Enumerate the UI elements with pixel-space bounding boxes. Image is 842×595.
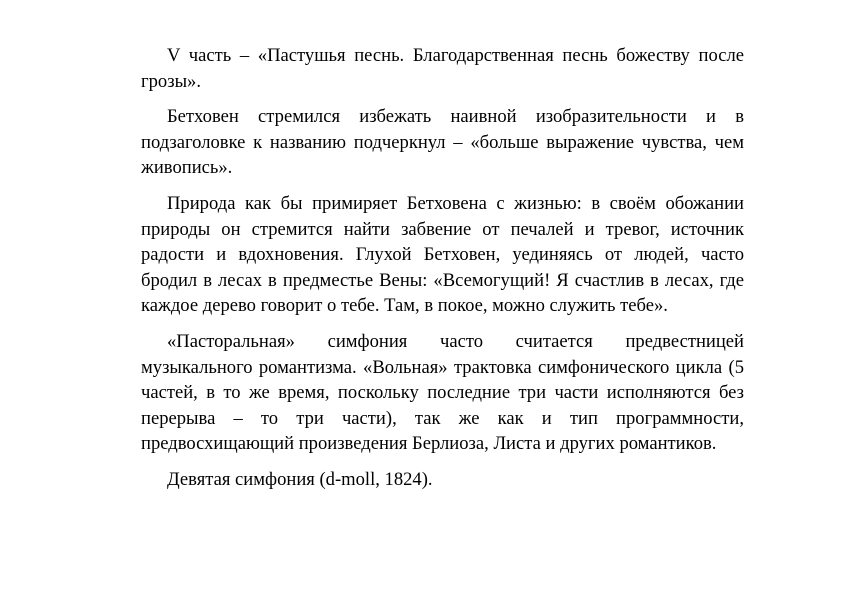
paragraph-nature: Природа как бы примиряет Бетховена с жизнью: в своём обожании природы он стремится найти забвение от печалей и тревог, источник радости и вдохновения. Глухой Бетховен, уединяясь от людей, часто бродил в лесах в предместье Вены: «Всемогущий! Я счастлив в лесах, где каждое дерево говорит о тебе. Там, в покое, можно служить тебе». — [141, 192, 744, 317]
paragraph-pastoral-romanticism: «Пасторальная» симфония часто считается предвестницей музыкального романтизма. «Вольная» трактовка симфонического цикла (5 частей, в то же время, поскольку последние три части исполняются без перерыва – то три части), так же как и тип программности, предвосхищающий произведения Берлиоза, Листа и других романтиков. — [141, 330, 744, 455]
paragraph-subtitle-note: Бетховен стремился избежать наивной изобразительности и в подзаголовке к названию подчеркнул – «больше выражение чувства, чем живопись». — [141, 106, 744, 179]
paragraph-part-five: V часть – «Пастушья песнь. Благодарственная песнь божеству после грозы». — [141, 45, 744, 92]
document-body — [141, 43, 744, 503]
paragraph-ninth-symphony: Девятая симфония (d-moll, 1824). — [167, 468, 433, 490]
